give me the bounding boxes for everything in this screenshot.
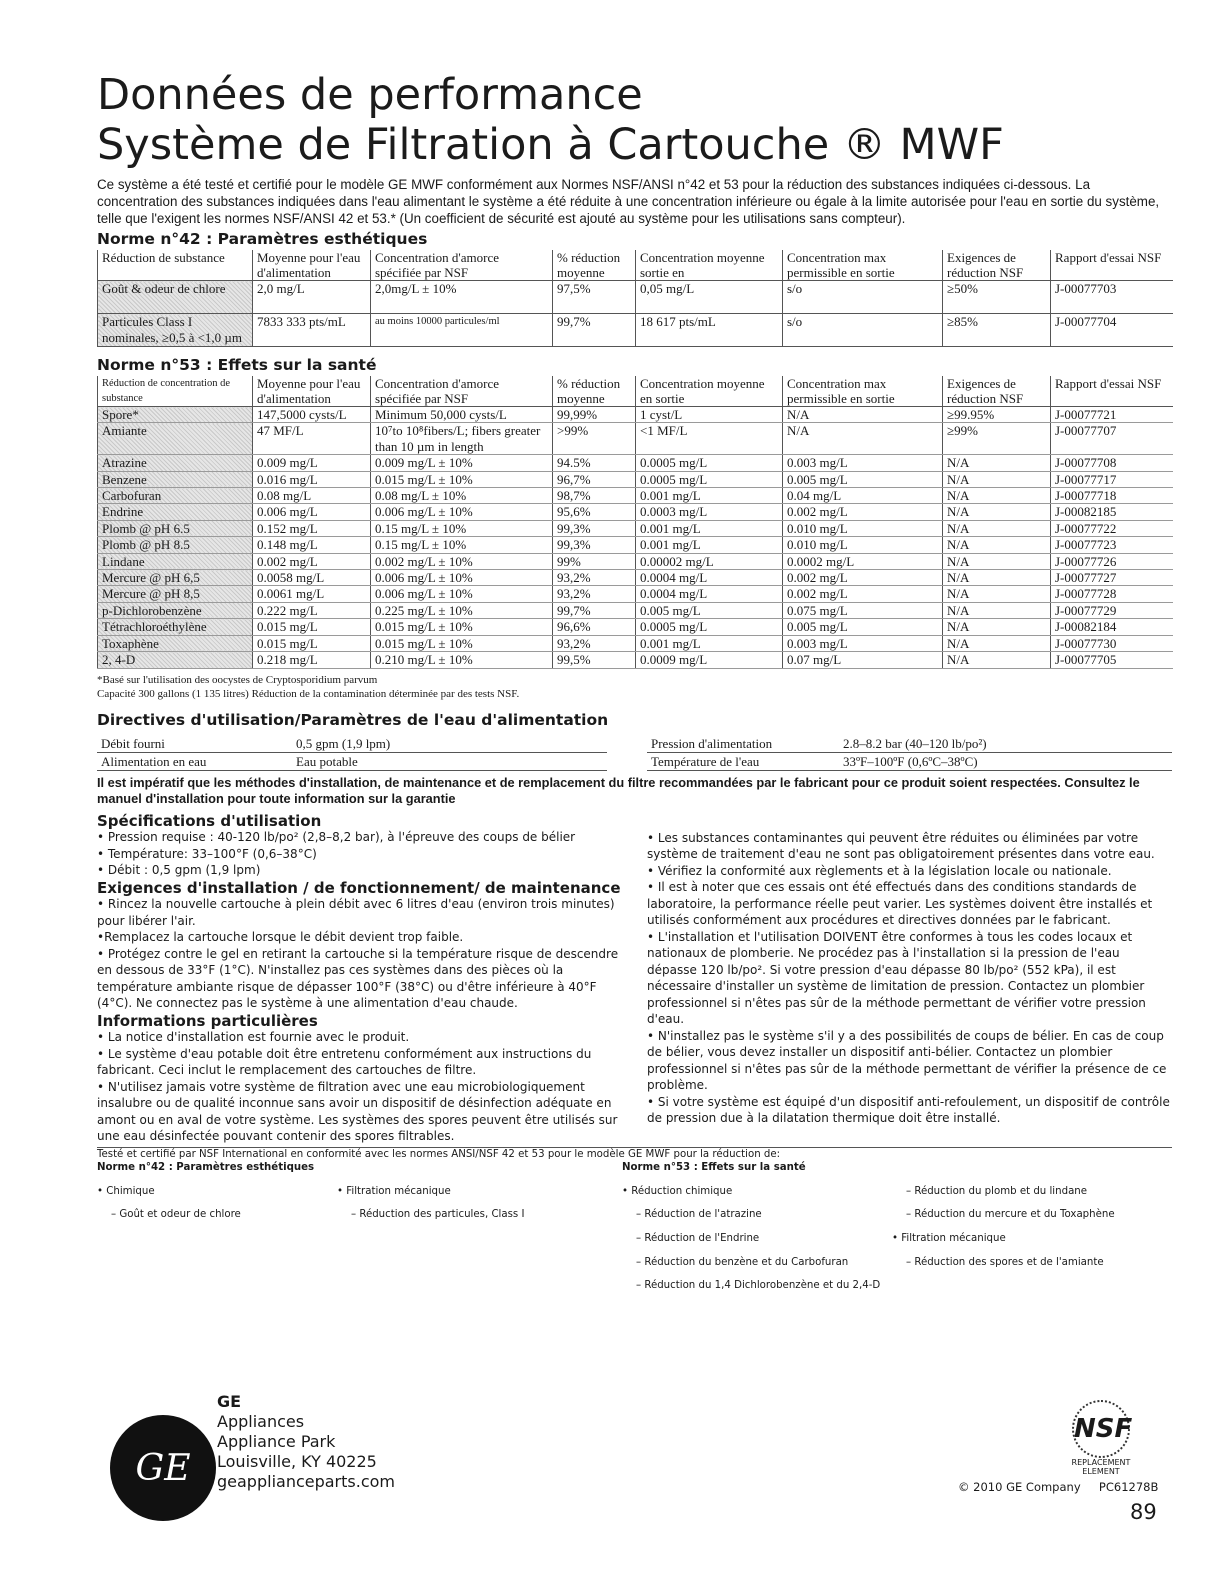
directives-tables bbox=[97, 731, 1172, 771]
list-item: • Rincez la nouvelle cartouche à plein débit avec 6 litres d'eau (environ trois minutes) pour libérer l'air. bbox=[97, 897, 615, 928]
substance-cell: Toxaphène bbox=[98, 635, 253, 651]
value-cell: J-00077726 bbox=[1051, 553, 1173, 569]
directive-value: Eau potable bbox=[292, 752, 607, 770]
nsf-mark: NSF REPLACEMENT ELEMENT bbox=[1056, 1400, 1146, 1476]
value-cell: 99,7% bbox=[553, 314, 636, 347]
table-row bbox=[98, 488, 1173, 504]
n42-header-0: Réduction de substance bbox=[98, 250, 253, 281]
value-cell: 0.0003 mg/L bbox=[636, 504, 783, 520]
value-cell: 0.005 mg/L bbox=[783, 471, 943, 487]
substance-cell: Endrine bbox=[98, 504, 253, 520]
value-cell: ≥85% bbox=[943, 314, 1051, 347]
table-row bbox=[98, 504, 1173, 520]
value-cell: 99% bbox=[553, 553, 636, 569]
page-title: Données de performance Système de Filtration à Cartouche ® MWF bbox=[97, 70, 1004, 170]
value-cell: N/A bbox=[943, 488, 1051, 504]
value-cell: N/A bbox=[943, 520, 1051, 536]
value-cell: 2,0 mg/L bbox=[253, 281, 371, 314]
table-row bbox=[98, 537, 1173, 553]
substance-cell: Carbofuran bbox=[98, 488, 253, 504]
substance-cell: Tétrachloroéthylène bbox=[98, 619, 253, 635]
value-cell: 0.005 mg/L bbox=[636, 602, 783, 618]
value-cell: N/A bbox=[943, 586, 1051, 602]
value-cell: 99,3% bbox=[553, 520, 636, 536]
value-cell: 96,7% bbox=[553, 471, 636, 487]
list-item: • Il est à noter que ces essais ont été effectués dans des conditions standards de laboratoire, la performance réelle peut varier. Les systèmes doivent être installés et utilisés conformément aux procédures et directives données par le fabricant. bbox=[647, 880, 1153, 927]
value-cell: 93,2% bbox=[553, 586, 636, 602]
value-cell: 0.015 mg/L ± 10% bbox=[371, 619, 553, 635]
value-cell: 93,2% bbox=[553, 570, 636, 586]
value-cell: J-00077705 bbox=[1051, 652, 1173, 668]
table-row bbox=[98, 423, 1173, 455]
n53-header-0: Réduction de concentration de substance bbox=[98, 376, 253, 407]
value-cell: J-00077717 bbox=[1051, 471, 1173, 487]
list-item: • Les substances contaminantes qui peuvent être réduites ou éliminées par votre système de traitement d'eau ne sont pas obligatoirement présentes dans votre eau. bbox=[647, 830, 1155, 861]
value-cell: 0.015 mg/L bbox=[253, 619, 371, 635]
value-cell: 0.003 mg/L bbox=[783, 455, 943, 471]
substance-cell: Amiante bbox=[98, 423, 253, 455]
cert-item: – Goût et odeur de chlore bbox=[111, 1209, 241, 1221]
table-row bbox=[98, 635, 1173, 651]
value-cell: 0.225 mg/L ± 10% bbox=[371, 602, 553, 618]
value-cell: 7833 333 pts/mL bbox=[253, 314, 371, 347]
list-item: • Le système d'eau potable doit être entretenu conformément aux instructions du fabricant. Ceci inclut le remplacement des cartouches de filtre. bbox=[97, 1046, 592, 1077]
value-cell: 0.075 mg/L bbox=[783, 602, 943, 618]
value-cell: 0.002 mg/L ± 10% bbox=[371, 553, 553, 569]
cert-item: • Filtration mécanique bbox=[892, 1233, 1006, 1245]
value-cell: 96,6% bbox=[553, 619, 636, 635]
value-cell: N/A bbox=[943, 504, 1051, 520]
substance-cell: Atrazine bbox=[98, 455, 253, 471]
company-address: GE Appliances Appliance Park Louisville, KY 40225 geapplianceparts.com bbox=[217, 1392, 395, 1491]
ge-logo: GE bbox=[110, 1415, 216, 1521]
n42-header-7: Rapport d'essai NSF bbox=[1051, 250, 1173, 281]
directive-value: 33ºF–100ºF (0,6ºC–38ºC) bbox=[839, 752, 1172, 770]
install-heading: Exigences d'installation / de fonctionnement/ de maintenance bbox=[97, 878, 621, 897]
spec-list bbox=[97, 829, 622, 879]
page-number: 89 bbox=[1130, 1500, 1157, 1524]
n42-header-5: Concentration max permissible en sortie bbox=[783, 250, 943, 281]
value-cell: 0.0005 mg/L bbox=[636, 619, 783, 635]
substance-cell: 2, 4-D bbox=[98, 652, 253, 668]
directives-heading: Directives d'utilisation/Paramètres de l'eau d'alimentation bbox=[97, 710, 609, 729]
value-cell: 97,5% bbox=[553, 281, 636, 314]
list-item: • Température: 33–100°F (0,6–38°C) bbox=[97, 846, 317, 861]
value-cell: J-00077707 bbox=[1051, 423, 1173, 455]
value-cell: N/A bbox=[943, 619, 1051, 635]
value-cell: 0.08 mg/L bbox=[253, 488, 371, 504]
n42-heading: Norme n°42 : Paramètres esthétiques bbox=[97, 230, 428, 248]
value-cell: 147,5000 cysts/L bbox=[253, 407, 371, 423]
value-cell: J-00082184 bbox=[1051, 619, 1173, 635]
value-cell: 0.016 mg/L bbox=[253, 471, 371, 487]
value-cell: ≥99.95% bbox=[943, 407, 1051, 423]
value-cell: 0.009 mg/L bbox=[253, 455, 371, 471]
directive-row bbox=[97, 735, 607, 753]
right-column bbox=[647, 812, 1172, 1145]
value-cell: 0.0004 mg/L bbox=[636, 570, 783, 586]
info-heading: Informations particulières bbox=[97, 1011, 318, 1030]
directive-row bbox=[97, 752, 607, 770]
value-cell: 0.0002 mg/L bbox=[783, 553, 943, 569]
table-row bbox=[98, 455, 1173, 471]
directives-left bbox=[97, 735, 607, 771]
directive-row bbox=[647, 735, 1172, 753]
directives-right bbox=[647, 735, 1172, 771]
directive-label: Alimentation en eau bbox=[97, 752, 292, 770]
directive-label: Température de l'eau bbox=[647, 752, 839, 770]
table-row bbox=[98, 570, 1173, 586]
substance-cell: Benzene bbox=[98, 471, 253, 487]
two-columns bbox=[97, 812, 1172, 1145]
value-cell: 0.15 mg/L ± 10% bbox=[371, 520, 553, 536]
left-column bbox=[97, 812, 622, 1145]
value-cell: J-00082185 bbox=[1051, 504, 1173, 520]
directive-label: Pression d'alimentation bbox=[647, 735, 839, 753]
value-cell: J-00077728 bbox=[1051, 586, 1173, 602]
value-cell: 0.001 mg/L bbox=[636, 488, 783, 504]
value-cell: 0.006 mg/L ± 10% bbox=[371, 586, 553, 602]
value-cell: 1 cyst/L bbox=[636, 407, 783, 423]
value-cell: N/A bbox=[943, 652, 1051, 668]
value-cell: 0.002 mg/L bbox=[253, 553, 371, 569]
table-row bbox=[98, 520, 1173, 536]
list-item: •Remplacez la cartouche lorsque le débit devient trop faible. bbox=[97, 930, 464, 944]
table-row bbox=[98, 314, 1173, 347]
value-cell: J-00077729 bbox=[1051, 602, 1173, 618]
value-cell: 0.218 mg/L bbox=[253, 652, 371, 668]
spec-heading: Spécifications d'utilisation bbox=[97, 811, 322, 830]
value-cell: 0.0061 mg/L bbox=[253, 586, 371, 602]
value-cell: J-00077718 bbox=[1051, 488, 1173, 504]
list-item: • Protégez contre le gel en retirant la cartouche si la température risque de descendre en dessous de 33°F (1°C). N'installez pas ces systèmes dans des pièces où la température ambiante risque de dépasser 100°F (38°C) ou d'être inférieure à 40°F (4°C). Ne connectez pas le système à une alimentation d'eau chaude. bbox=[97, 946, 619, 1010]
value-cell: J-00077703 bbox=[1051, 281, 1173, 314]
value-cell: s/o bbox=[783, 314, 943, 347]
value-cell: 0.152 mg/L bbox=[253, 520, 371, 536]
directive-value: 0,5 gpm (1,9 lpm) bbox=[292, 735, 607, 753]
value-cell: Minimum 50,000 cysts/L bbox=[371, 407, 553, 423]
value-cell: 0.010 mg/L bbox=[783, 537, 943, 553]
n42-header-1: Moyenne pour l'eau d'alimentation bbox=[253, 250, 371, 281]
value-cell: 47 MF/L bbox=[253, 423, 371, 455]
value-cell: 10⁷to 10⁸fibers/L; fibers greater than 10 µm in length bbox=[371, 423, 553, 455]
n53-table bbox=[97, 376, 1173, 669]
substance-cell: Goût & odeur de chlore bbox=[98, 281, 253, 314]
cert-item: • Filtration mécanique bbox=[337, 1185, 451, 1197]
value-cell: 0.006 mg/L ± 10% bbox=[371, 570, 553, 586]
copyright: © 2010 GE Company PC61278B bbox=[958, 1480, 1159, 1494]
value-cell: 2,0mg/L ± 10% bbox=[371, 281, 553, 314]
n53-header-3: % réduction moyenne bbox=[553, 376, 636, 407]
cert-item: – Réduction des particules, Class I bbox=[351, 1209, 525, 1221]
value-cell: N/A bbox=[943, 553, 1051, 569]
value-cell: au moins 10000 particules/ml bbox=[371, 314, 553, 347]
n53-header-7: Rapport d'essai NSF bbox=[1051, 376, 1173, 407]
n53-header-1: Moyenne pour l'eau d'alimentation bbox=[253, 376, 371, 407]
list-item: • Vérifiez la conformité aux règlements et à la législation locale ou nationale. bbox=[647, 863, 1112, 878]
warning-note: Il est impératif que les méthodes d'installation, de maintenance et de remplacement du filtre recommandées par le fabricant pour ce produit soient respectées. Consultez le manuel d'installation pour toute information sur la garantie bbox=[97, 774, 1140, 806]
value-cell: 0.015 mg/L ± 10% bbox=[371, 635, 553, 651]
substance-cell: Particules Class I nominales, ≥0,5 à <1,0 µm bbox=[98, 314, 253, 347]
value-cell: >99% bbox=[553, 423, 636, 455]
substance-cell: Lindane bbox=[98, 553, 253, 569]
directive-label: Débit fourni bbox=[97, 735, 292, 753]
table-row bbox=[98, 281, 1173, 314]
value-cell: 0.00002 mg/L bbox=[636, 553, 783, 569]
list-item: • L'installation et l'utilisation DOIVENT être conformes à tous les codes locaux et nationaux de plomberie. Ne procédez pas à l'installation si la pression de l'eau dépasse 120 lb/po². Si votre pression d'eau dépasse 80 lb/po² (552 kPa), il est nécessaire d'installer un système de limitation de pression. Contactez un plombier professionnel si n'êtes pas sûr de la méthode permettant de vérifier votre pression d'eau. bbox=[647, 929, 1146, 1026]
table-row bbox=[98, 407, 1173, 423]
value-cell: 0.148 mg/L bbox=[253, 537, 371, 553]
table-row bbox=[98, 619, 1173, 635]
value-cell: 0.08 mg/L ± 10% bbox=[371, 488, 553, 504]
value-cell: 0,05 mg/L bbox=[636, 281, 783, 314]
n42-header-3: % réduction moyenne bbox=[553, 250, 636, 281]
install-list bbox=[97, 896, 622, 1012]
list-item: • Débit : 0,5 gpm (1,9 lpm) bbox=[97, 863, 261, 877]
value-cell: N/A bbox=[943, 635, 1051, 651]
n42-header-4: Concentration moyenne sortie en bbox=[636, 250, 783, 281]
cert-item: – Réduction de l'Endrine bbox=[636, 1233, 760, 1245]
value-cell: J-00077723 bbox=[1051, 537, 1173, 553]
table-row bbox=[98, 471, 1173, 487]
value-cell: 0.222 mg/L bbox=[253, 602, 371, 618]
value-cell: J-00077730 bbox=[1051, 635, 1173, 651]
value-cell: J-00077721 bbox=[1051, 407, 1173, 423]
value-cell: 0.04 mg/L bbox=[783, 488, 943, 504]
n53-header-2: Concentration d'amorce spécifiée par NSF bbox=[371, 376, 553, 407]
table-row bbox=[98, 602, 1173, 618]
substance-cell: Plomb @ pH 8.5 bbox=[98, 537, 253, 553]
substance-cell: Plomb @ pH 6.5 bbox=[98, 520, 253, 536]
cert-item: – Réduction des spores et de l'amiante bbox=[906, 1256, 1104, 1268]
list-item: • Si votre système est équipé d'un dispositif anti-refoulement, un dispositif de contrôle de pression due à la dilatation thermique doit être installé. bbox=[647, 1094, 1170, 1125]
certification-block: Testé et certifié par NSF International en conformité avec les normes ANSI/NSF 42 et 53 pour le modèle GE MWF pour la réduction de: Norme n°42 : Paramètres esthétiques • Chimique – Goût et odeur de chlore • Filtration mécanique – Réduction des particules, Class I Norme n°53 : Effets sur la santé • Réduction chimique – Réduction de l'atrazine – Réduction de l'Endrine – Réduction du benzène et du Carbofuran – Réduction du 1,4 Dichlorobenzène et du 2,4-D – Réduction du plomb et du lindane – Réduction du mercure et du Toxaphène • Filtration mécanique – Réduction des spores et de l'amiante bbox=[97, 1147, 1172, 1304]
n42-header-2: Concentration d'amorce spécifiée par NSF bbox=[371, 250, 553, 281]
value-cell: 0.015 mg/L bbox=[253, 635, 371, 651]
value-cell: 99,3% bbox=[553, 537, 636, 553]
directive-value: 2.8–8.2 bar (40–120 lb/po²) bbox=[839, 735, 1172, 753]
value-cell: 0.005 mg/L bbox=[783, 619, 943, 635]
table-row bbox=[98, 553, 1173, 569]
footnotes: *Basé sur l'utilisation des oocystes de Cryptosporidium parvum Capacité 300 gallons (1 135 litres) Réduction de la contamination déterminée par des tests NSF. bbox=[97, 673, 520, 700]
value-cell: J-00077722 bbox=[1051, 520, 1173, 536]
value-cell: 0.010 mg/L bbox=[783, 520, 943, 536]
value-cell: 0.07 mg/L bbox=[783, 652, 943, 668]
n53-heading: Norme n°53 : Effets sur la santé bbox=[97, 356, 377, 374]
directive-row bbox=[647, 752, 1172, 770]
table-row bbox=[98, 586, 1173, 602]
value-cell: 98,7% bbox=[553, 488, 636, 504]
n42-header-6: Exigences de réduction NSF bbox=[943, 250, 1051, 281]
value-cell: 0.015 mg/L ± 10% bbox=[371, 471, 553, 487]
value-cell: 99,5% bbox=[553, 652, 636, 668]
value-cell: 0.003 mg/L bbox=[783, 635, 943, 651]
value-cell: N/A bbox=[943, 471, 1051, 487]
substance-cell: Spore* bbox=[98, 407, 253, 423]
list-item: • Pression requise : 40-120 lb/po² (2,8–8,2 bar), à l'épreuve des coups de bélier bbox=[97, 830, 576, 844]
value-cell: N/A bbox=[943, 455, 1051, 471]
value-cell: 0.15 mg/L ± 10% bbox=[371, 537, 553, 553]
value-cell: 93,2% bbox=[553, 635, 636, 651]
n53-header-6: Exigences de réduction NSF bbox=[943, 376, 1051, 407]
value-cell: ≥99% bbox=[943, 423, 1051, 455]
n53-header-4: Concentration moyenne en sortie bbox=[636, 376, 783, 407]
cert-item: – Réduction de l'atrazine bbox=[636, 1209, 762, 1221]
value-cell: 99,99% bbox=[553, 407, 636, 423]
value-cell: 0.0004 mg/L bbox=[636, 586, 783, 602]
cert-item: – Réduction du 1,4 Dichlorobenzène et du 2,4-D bbox=[636, 1280, 881, 1292]
intro-paragraph: Ce système a été testé et certifié pour le modèle GE MWF conformément aux Normes NSF/ANSI n°42 et 53 pour la réduction des substances indiquées ci-dessous. La concentration des substances indiquées dans l'eau alimentant le système a été réduite à une concentration inférieure ou égale à la limite autorisée pour l'eau en sortie du système, telle que l'exigent les normes NSF/ANSI 42 et 53.* (Un coefficient de sécurité est ajouté au système pour les utilisations sans compteur). bbox=[97, 177, 1160, 226]
n42-table bbox=[97, 250, 1173, 347]
value-cell: J-00077727 bbox=[1051, 570, 1173, 586]
value-cell: <1 MF/L bbox=[636, 423, 783, 455]
value-cell: N/A bbox=[943, 602, 1051, 618]
value-cell: 18 617 pts/mL bbox=[636, 314, 783, 347]
value-cell: 0.006 mg/L bbox=[253, 504, 371, 520]
value-cell: 0.001 mg/L bbox=[636, 635, 783, 651]
value-cell: N/A bbox=[943, 537, 1051, 553]
value-cell: N/A bbox=[783, 407, 943, 423]
value-cell: 0.0005 mg/L bbox=[636, 471, 783, 487]
list-item: • La notice d'installation est fournie avec le produit. bbox=[97, 1030, 410, 1044]
cert-item: – Réduction du plomb et du lindane bbox=[906, 1185, 1088, 1197]
list-item: • N'utilisez jamais votre système de filtration avec une eau microbiologiquement insalubre ou de qualité inconnue sans avoir un dispositif de désinfection adéquate en amont ou en aval de votre système. Les systèmes des spores peuvent être utilisés sur une eau désinfectée pouvant contenir des spores filtrables. bbox=[97, 1079, 618, 1143]
value-cell: 0.001 mg/L bbox=[636, 537, 783, 553]
substance-cell: Mercure @ pH 6,5 bbox=[98, 570, 253, 586]
value-cell: 0.0058 mg/L bbox=[253, 570, 371, 586]
list-item: • N'installez pas le système s'il y a des possibilités de coups de bélier. En cas de coup de bélier, vous devez installer un dispositif anti-bélier. Contactez un plombier professionnel si n'êtes pas sûr de la méthode permettant de vérifier la présence de ce problème. bbox=[647, 1028, 1167, 1092]
cert-item: • Chimique bbox=[97, 1185, 155, 1197]
substance-cell: Mercure @ pH 8,5 bbox=[98, 586, 253, 602]
value-cell: 99,7% bbox=[553, 602, 636, 618]
value-cell: 0.002 mg/L bbox=[783, 586, 943, 602]
n53-header-5: Concentration max permissible en sortie bbox=[783, 376, 943, 407]
value-cell: N/A bbox=[783, 423, 943, 455]
value-cell: s/o bbox=[783, 281, 943, 314]
value-cell: J-00077708 bbox=[1051, 455, 1173, 471]
value-cell: 0.002 mg/L bbox=[783, 504, 943, 520]
value-cell: ≥50% bbox=[943, 281, 1051, 314]
cert-item: • Réduction chimique bbox=[622, 1185, 733, 1197]
info-list bbox=[97, 1029, 622, 1145]
value-cell: 94.5% bbox=[553, 455, 636, 471]
document-page bbox=[97, 70, 1172, 1303]
website-link[interactable]: geapplianceparts.com bbox=[217, 1472, 395, 1491]
value-cell: 0.009 mg/L ± 10% bbox=[371, 455, 553, 471]
value-cell: 0.006 mg/L ± 10% bbox=[371, 504, 553, 520]
value-cell: 0.0009 mg/L bbox=[636, 652, 783, 668]
value-cell: 0.002 mg/L bbox=[783, 570, 943, 586]
cert-item: – Réduction du benzène et du Carbofuran bbox=[636, 1256, 849, 1268]
value-cell: J-00077704 bbox=[1051, 314, 1173, 347]
table-row bbox=[98, 652, 1173, 668]
cert-item: – Réduction du mercure et du Toxaphène bbox=[906, 1209, 1115, 1221]
substance-cell: p-Dichlorobenzène bbox=[98, 602, 253, 618]
value-cell: N/A bbox=[943, 570, 1051, 586]
value-cell: 0.210 mg/L ± 10% bbox=[371, 652, 553, 668]
value-cell: 0.0005 mg/L bbox=[636, 455, 783, 471]
value-cell: 0.001 mg/L bbox=[636, 520, 783, 536]
value-cell: 95,6% bbox=[553, 504, 636, 520]
